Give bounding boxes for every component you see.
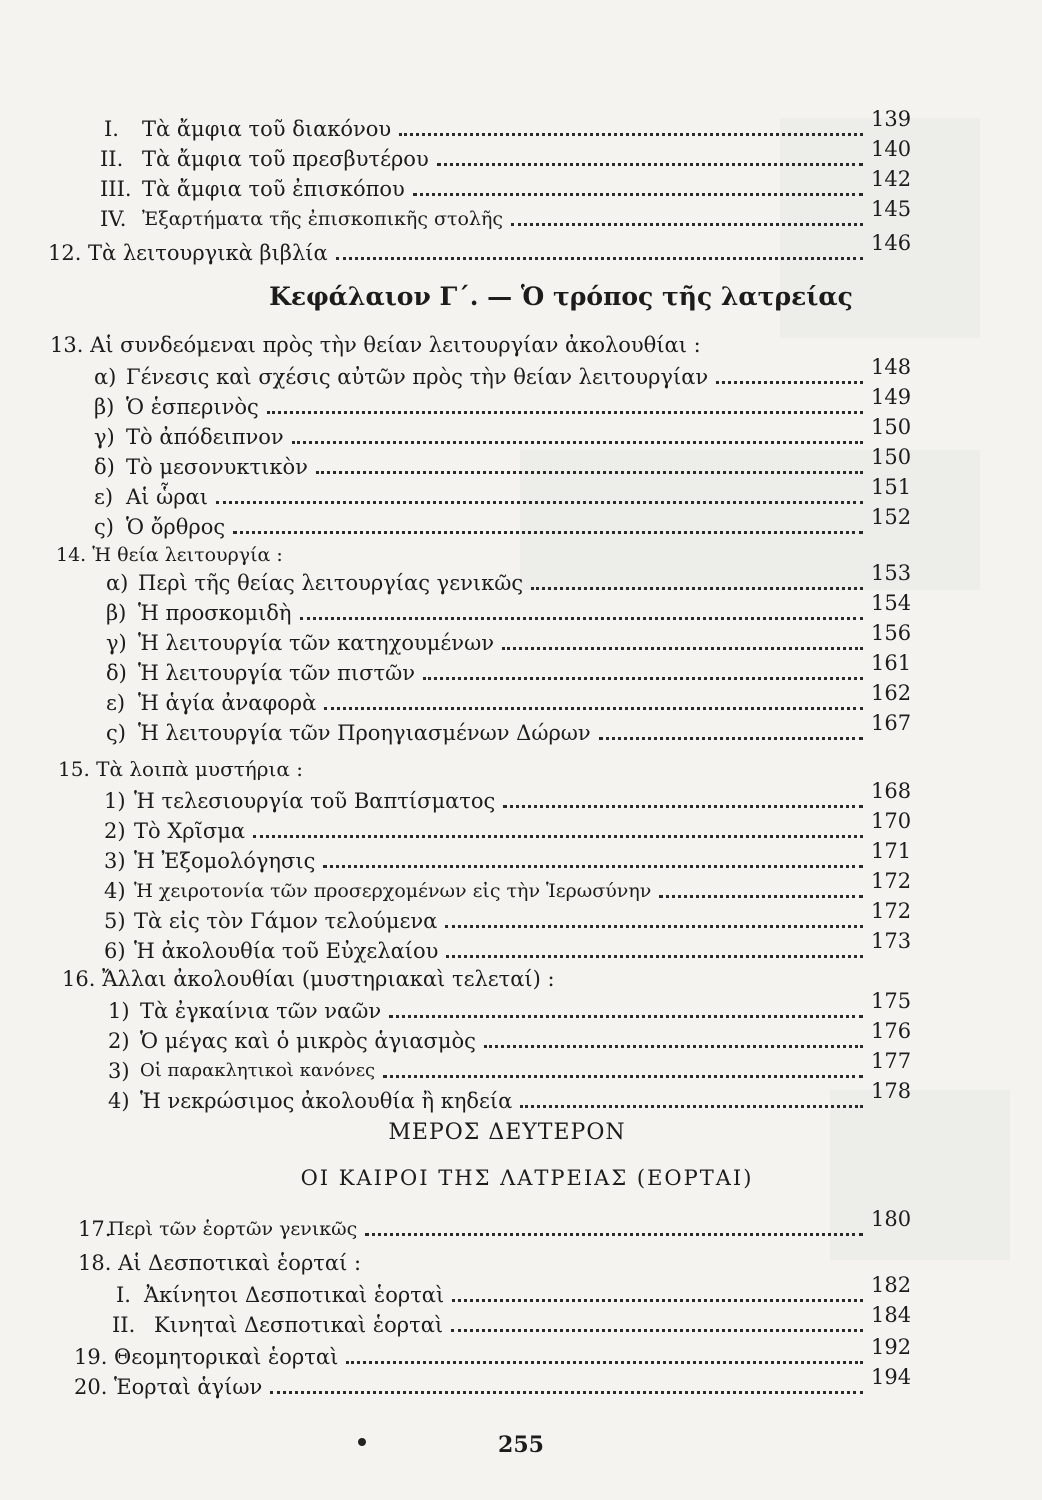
entry-title: Ὁ ὄρθρος xyxy=(126,515,226,539)
dot-leader xyxy=(446,955,863,958)
entry-title: Ὁ ἑσπερινὸς xyxy=(126,395,259,419)
dot-leader xyxy=(599,737,863,740)
entry-number: ς) xyxy=(106,721,126,745)
dot-leader xyxy=(389,1015,863,1018)
dot-leader xyxy=(292,441,863,444)
toc-entry xyxy=(74,1365,919,1400)
entry-page: 171 xyxy=(871,839,912,863)
entry-title: Τὰ λειτουργικὰ βιβλία xyxy=(88,241,328,265)
toc-entry xyxy=(94,415,919,450)
entry-title: Ἡ ἁγία ἀναφορὰ xyxy=(138,691,317,715)
entry-number: ς) xyxy=(94,515,114,539)
entry-title: Τὸ μεσονυκτικὸν xyxy=(126,455,308,479)
dot-leader xyxy=(503,805,863,808)
entry-title: Ἡ προσκομιδὴ xyxy=(138,601,292,625)
entry-title: Ἡ λειτουργία τῶν Προηγιασμένων Δώρων xyxy=(138,721,591,745)
dot-leader xyxy=(324,707,863,710)
entry-page: 180 xyxy=(871,1207,912,1231)
entry-page: 142 xyxy=(871,167,912,191)
entry-title: Οἱ παρακλητικοὶ κανόνες xyxy=(140,1060,376,1081)
dot-leader xyxy=(451,1329,863,1332)
toc-entry xyxy=(112,1303,919,1338)
dot-leader xyxy=(511,223,863,226)
entry-page: 145 xyxy=(871,197,912,221)
toc-entry xyxy=(104,899,919,934)
entry-number: 4) xyxy=(104,879,126,903)
dot-leader xyxy=(437,163,863,166)
entry-page: 170 xyxy=(871,809,912,833)
entry-page: 176 xyxy=(871,1019,912,1043)
entry-page: 167 xyxy=(871,711,912,735)
toc-entry xyxy=(74,1335,919,1370)
dot-leader xyxy=(300,617,863,620)
toc-entry xyxy=(94,505,919,540)
entry-page: 162 xyxy=(871,681,912,705)
entry-page: 173 xyxy=(871,929,912,953)
dot-leader xyxy=(520,1105,863,1108)
section-heading: 15. Τὰ λοιπὰ μυστήρια : xyxy=(58,757,303,781)
dot-leader xyxy=(423,677,863,680)
section-heading: 14. Ἡ θεία λειτουργία : xyxy=(56,544,283,566)
entry-page: 140 xyxy=(871,137,912,161)
dot-leader xyxy=(445,925,863,928)
toc-entry xyxy=(104,929,919,964)
entry-title: Τὰ ἐγκαίνια τῶν ναῶν xyxy=(140,999,382,1023)
entry-title: Τὰ ἄμφια τοῦ διακόνου xyxy=(142,117,392,141)
entry-number: 4) xyxy=(108,1089,130,1113)
entry-number: IV. xyxy=(100,207,127,231)
entry-number: 6) xyxy=(104,939,126,963)
entry-title: Ἡ νεκρώσιμος ἀκολουθία ἢ κηδεία xyxy=(140,1089,513,1113)
toc-entry xyxy=(106,561,919,596)
toc-entry xyxy=(106,651,919,686)
entry-number: γ) xyxy=(94,425,115,449)
entry-title: Θεομητορικαὶ ἑορταὶ xyxy=(114,1345,339,1369)
entry-title: Τὰ εἰς τὸν Γάμον τελούμενα xyxy=(134,909,438,933)
entry-page: 178 xyxy=(871,1079,912,1103)
entry-title: Ἀκίνητοι Δεσποτικαὶ ἑορταὶ xyxy=(144,1283,445,1307)
entry-title: Ἡ λειτουργία τῶν πιστῶν xyxy=(138,661,416,685)
toc-entry xyxy=(104,809,919,844)
entry-page: 177 xyxy=(871,1049,912,1073)
toc-entry xyxy=(104,839,919,874)
entry-number: III. xyxy=(100,177,132,201)
part-heading: ΜΕΡΟΣ ΔΕΥΤΕΡΟΝ xyxy=(388,1120,626,1145)
entry-number: 12. xyxy=(48,241,82,265)
toc-entry xyxy=(100,167,919,202)
entry-number: 2) xyxy=(108,1029,130,1053)
toc-entry xyxy=(106,711,919,746)
toc-entry xyxy=(116,1273,919,1308)
entry-title: Ἐξαρτήματα τῆς ἐπισκοπικῆς στολῆς xyxy=(142,208,503,230)
entry-number: 1) xyxy=(108,999,130,1023)
dot-leader xyxy=(253,835,863,838)
dot-leader xyxy=(365,1233,863,1236)
entry-page: 149 xyxy=(871,385,912,409)
dot-leader xyxy=(270,1391,863,1394)
entry-title: Τὸ ἀπόδειπνον xyxy=(126,425,284,449)
toc-entry xyxy=(104,107,919,142)
entry-page: 146 xyxy=(871,231,912,255)
entry-page: 194 xyxy=(871,1365,912,1389)
dot-leader xyxy=(316,471,863,474)
entry-page: 172 xyxy=(871,899,912,923)
entry-title: Ἡ τελεσιουργία τοῦ Βαπτίσματος xyxy=(134,789,496,813)
entry-number: 17. xyxy=(78,1217,112,1241)
dot-leader xyxy=(716,381,863,384)
entry-number: β) xyxy=(106,601,127,625)
entry-page: 151 xyxy=(871,475,912,499)
toc-entry xyxy=(108,989,919,1024)
entry-number: II. xyxy=(100,147,124,171)
entry-number: I. xyxy=(116,1283,131,1307)
dot-leader xyxy=(346,1361,863,1364)
section-heading: 16. Ἄλλαι ἀκολουθίαι (μυστηριακαὶ τελεταί) : xyxy=(62,967,555,991)
entry-number: β) xyxy=(94,395,115,419)
dot-leader xyxy=(383,1075,863,1078)
toc-entry xyxy=(106,591,919,626)
toc-entry xyxy=(94,385,919,420)
entry-title: Ὁ μέγας καὶ ὁ μικρὸς ἁγιασμὸς xyxy=(140,1029,476,1053)
entry-title: Γένεσις καὶ σχέσις αὐτῶν πρὸς τὴν θείαν λειτουργίαν xyxy=(126,365,709,389)
toc-entry xyxy=(78,1207,919,1242)
entry-number: ε) xyxy=(94,485,114,509)
entry-page: 154 xyxy=(871,591,912,615)
toc-entry xyxy=(108,1049,919,1084)
entry-page: 156 xyxy=(871,621,912,645)
dot-leader xyxy=(336,257,863,260)
entry-page: 152 xyxy=(871,505,912,529)
entry-number: δ) xyxy=(94,455,115,479)
entry-number: 3) xyxy=(104,849,126,873)
entry-title: Τὰ ἄμφια τοῦ πρεσβυτέρου xyxy=(142,147,429,171)
part-subheading: ΟΙ ΚΑΙΡΟΙ ΤΗΣ ΛΑΤΡΕΙΑΣ (ΕΟΡΤΑΙ) xyxy=(300,1166,754,1190)
dot-leader xyxy=(452,1299,863,1302)
entry-number: α) xyxy=(94,365,117,389)
toc-entry xyxy=(108,1019,919,1054)
entry-number: 1) xyxy=(104,789,126,813)
dot-leader xyxy=(484,1045,863,1048)
entry-title: Ἡ χειροτονία τῶν προσερχομένων εἰς τὴν Ἱερωσύνην xyxy=(134,880,652,902)
entry-page: 150 xyxy=(871,445,912,469)
entry-title: Περὶ τῆς θείας λειτουργίας γενικῶς xyxy=(138,571,524,595)
dot-leader xyxy=(502,647,863,650)
entry-number: II. xyxy=(112,1313,136,1337)
toc-entry xyxy=(108,1079,919,1114)
chapter-heading: Κεφάλαιον Γ΄. — Ὁ τρόπος τῆς λατρείας xyxy=(269,282,853,311)
dot-leader xyxy=(216,501,863,504)
entry-number: ε) xyxy=(106,691,126,715)
entry-page: 168 xyxy=(871,779,912,803)
dot-leader xyxy=(399,133,863,136)
page-number: 255 xyxy=(498,1432,544,1458)
entry-title: Τὰ ἄμφια τοῦ ἐπισκόπου xyxy=(142,177,405,201)
entry-page: 175 xyxy=(871,989,912,1013)
toc-entry xyxy=(94,445,919,480)
entry-number: 5) xyxy=(104,909,126,933)
entry-title: Περὶ τῶν ἑορτῶν γενικῶς xyxy=(108,1218,358,1240)
entry-page: 139 xyxy=(871,107,912,131)
entry-number: I. xyxy=(104,117,119,141)
entry-page: 148 xyxy=(871,355,912,379)
section-heading: 18. Αἱ Δεσποτικαὶ ἑορταί : xyxy=(78,1251,362,1275)
section-heading: 13. Αἱ συνδεόμεναι πρὸς τὴν θείαν λειτουργίαν ἀκολουθίαι : xyxy=(50,333,701,357)
entry-page: 182 xyxy=(871,1273,912,1297)
toc-entry xyxy=(100,197,919,232)
entry-title: Ἡ ἀκολουθία τοῦ Εὐχελαίου xyxy=(134,939,439,963)
entry-page: 184 xyxy=(871,1303,912,1327)
dot-leader xyxy=(531,587,863,590)
entry-title: Τὸ Χρῖσμα xyxy=(134,819,246,843)
toc-entry xyxy=(106,681,919,716)
toc-entry xyxy=(104,779,919,814)
dot-leader xyxy=(323,865,863,868)
dot-leader xyxy=(267,411,863,414)
entry-title: Ἡ Ἐξομολόγησις xyxy=(134,849,316,873)
toc-entry xyxy=(48,231,919,266)
dot-leader xyxy=(659,895,863,898)
toc-entry xyxy=(94,355,919,390)
toc-entry xyxy=(106,621,919,656)
entry-page: 172 xyxy=(871,869,912,893)
entry-page: 153 xyxy=(871,561,912,585)
entry-title: Ἡ λειτουργία τῶν κατηχουμένων xyxy=(138,631,494,655)
toc-entry xyxy=(100,137,919,172)
entry-number: 20. xyxy=(74,1375,108,1399)
entry-number: 2) xyxy=(104,819,126,843)
entry-page: 161 xyxy=(871,651,912,675)
dot-leader xyxy=(233,531,863,534)
toc-entry xyxy=(94,475,919,510)
toc-entry xyxy=(104,869,919,904)
entry-page: 192 xyxy=(871,1335,912,1359)
entry-title: Ἑορταὶ ἁγίων xyxy=(114,1375,263,1399)
entry-number: δ) xyxy=(106,661,127,685)
entry-number: 19. xyxy=(74,1345,108,1369)
entry-title: Αἱ ὧραι xyxy=(126,485,208,509)
dot-leader xyxy=(413,193,863,196)
entry-title: Κινηταὶ Δεσποτικαὶ ἑορταὶ xyxy=(154,1313,444,1337)
entry-number: α) xyxy=(106,571,129,595)
entry-page: 150 xyxy=(871,415,912,439)
entry-number: γ) xyxy=(106,631,127,655)
entry-number: 3) xyxy=(108,1059,130,1083)
